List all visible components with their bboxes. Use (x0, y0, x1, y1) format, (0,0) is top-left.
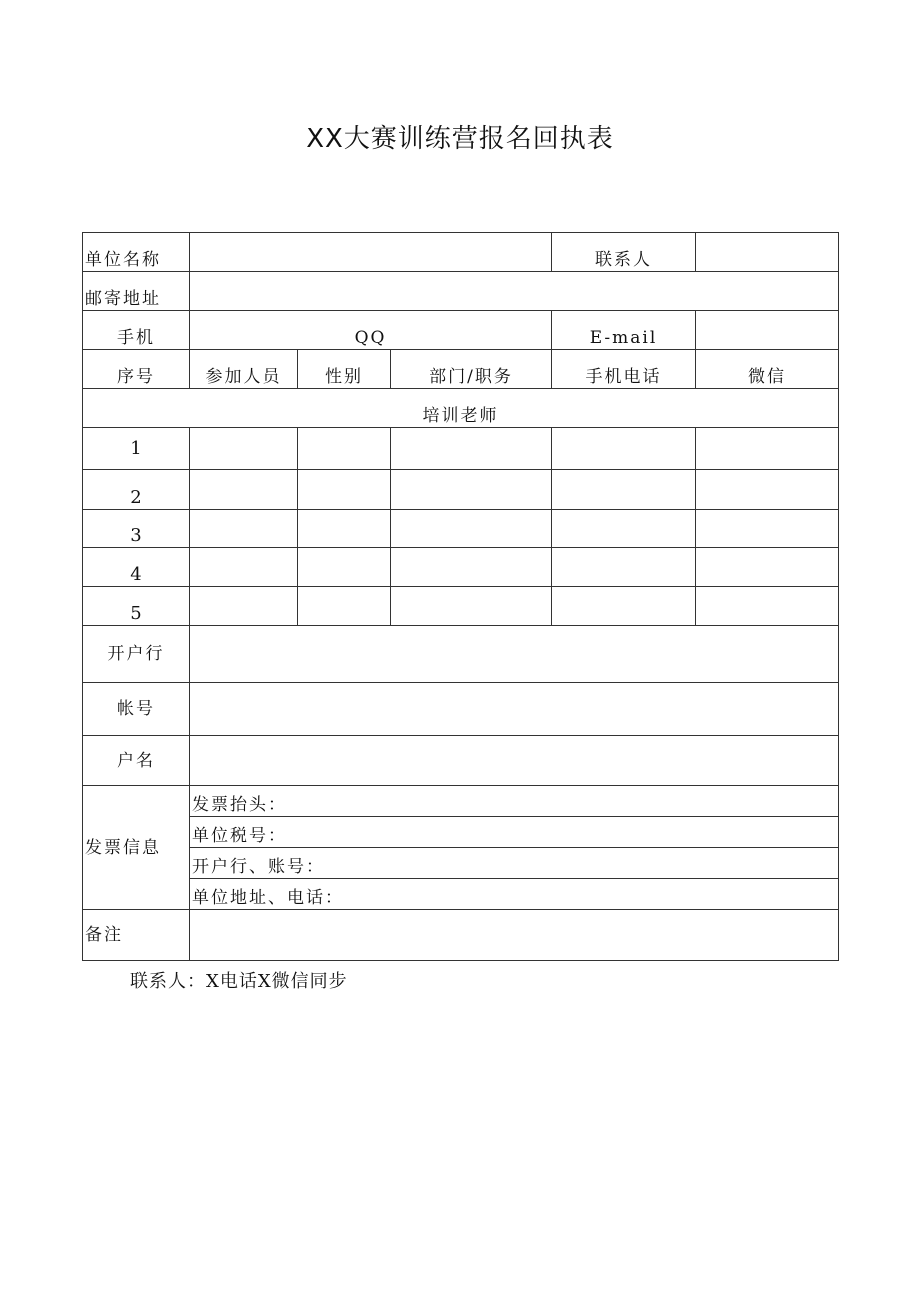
participant-name-cell[interactable] (190, 470, 298, 510)
participant-row (83, 587, 839, 626)
row-number: 3 (83, 510, 190, 548)
mobile-phone-cell[interactable] (552, 587, 696, 626)
unit-name-row (83, 233, 839, 272)
participant-row (83, 428, 839, 470)
trainer-label: 培训老师 (83, 389, 839, 428)
participant-row (83, 470, 839, 510)
email-label: E-mail (552, 311, 696, 350)
row-number: 1 (83, 428, 190, 470)
participant-name-cell[interactable] (190, 548, 298, 587)
dept-position-cell[interactable] (391, 510, 552, 548)
qq-label: QQ (190, 311, 552, 350)
seq-header: 序号 (83, 350, 190, 389)
mailing-address-field[interactable] (190, 272, 839, 311)
invoice-tax-row (83, 817, 839, 848)
account-field[interactable] (190, 683, 839, 736)
contact-field[interactable] (696, 233, 839, 272)
bank-label: 开户行 (83, 626, 190, 683)
dept-position-cell[interactable] (391, 548, 552, 587)
gender-cell[interactable] (298, 510, 391, 548)
invoice-header-row (83, 786, 839, 817)
contact-methods-row (83, 311, 839, 350)
row-number: 5 (83, 587, 190, 626)
participants-header-row (83, 350, 839, 389)
mobile-phone-cell[interactable] (552, 428, 696, 470)
page-title: XX大赛训练营报名回执表 (306, 124, 614, 154)
wechat-cell[interactable] (696, 510, 839, 548)
participant-name-cell[interactable] (190, 587, 298, 626)
gender-cell[interactable] (298, 428, 391, 470)
email-field[interactable] (696, 311, 839, 350)
gender-cell[interactable] (298, 587, 391, 626)
invoice-bank-row (83, 848, 839, 879)
invoice-address-row (83, 879, 839, 910)
wechat-cell[interactable] (696, 587, 839, 626)
dept-position-header: 部门/职务 (391, 350, 552, 389)
wechat-cell[interactable] (696, 548, 839, 587)
mobile-phone-cell[interactable] (552, 510, 696, 548)
remarks-label: 备注 (83, 910, 190, 961)
account-name-field[interactable] (190, 736, 839, 786)
mobile-phone-cell[interactable] (552, 548, 696, 587)
gender-cell[interactable] (298, 548, 391, 587)
dept-position-cell[interactable] (391, 428, 552, 470)
bank-row (83, 626, 839, 683)
invoice-header-field[interactable]: 发票抬头： (190, 786, 839, 817)
wechat-cell[interactable] (696, 428, 839, 470)
dept-position-cell[interactable] (391, 587, 552, 626)
registration-form-table (82, 232, 839, 961)
participant-name-cell[interactable] (190, 428, 298, 470)
row-number: 4 (83, 548, 190, 587)
unit-name-label: 单位名称 (83, 233, 190, 272)
participant-name-cell[interactable] (190, 510, 298, 548)
mailing-address-row (83, 272, 839, 311)
account-label: 帐号 (83, 683, 190, 736)
account-name-label: 户名 (83, 736, 190, 786)
trainer-row (83, 389, 839, 428)
bank-field[interactable] (190, 626, 839, 683)
invoice-bank-account-field[interactable]: 开户行、账号： (190, 848, 839, 879)
dept-position-cell[interactable] (391, 470, 552, 510)
mobile-phone-header: 手机电话 (552, 350, 696, 389)
footer-contact-note: 联系人：X电话X微信同步 (130, 971, 348, 992)
mailing-address-label: 邮寄地址 (83, 272, 190, 311)
contact-label: 联系人 (552, 233, 696, 272)
row-number: 2 (83, 470, 190, 510)
mobile-label: 手机 (83, 311, 190, 350)
participant-row (83, 548, 839, 587)
invoice-address-phone-field[interactable]: 单位地址、电话： (190, 879, 839, 910)
wechat-header: 微信 (696, 350, 839, 389)
unit-name-field[interactable] (190, 233, 552, 272)
participant-row (83, 510, 839, 548)
remarks-field[interactable] (190, 910, 839, 961)
invoice-info-label: 发票信息 (83, 786, 190, 910)
mobile-phone-cell[interactable] (552, 470, 696, 510)
account-name-row (83, 736, 839, 786)
gender-cell[interactable] (298, 470, 391, 510)
remarks-row (83, 910, 839, 961)
invoice-tax-id-field[interactable]: 单位税号： (190, 817, 839, 848)
participant-header: 参加人员 (190, 350, 298, 389)
account-row (83, 683, 839, 736)
gender-header: 性别 (298, 350, 391, 389)
wechat-cell[interactable] (696, 470, 839, 510)
